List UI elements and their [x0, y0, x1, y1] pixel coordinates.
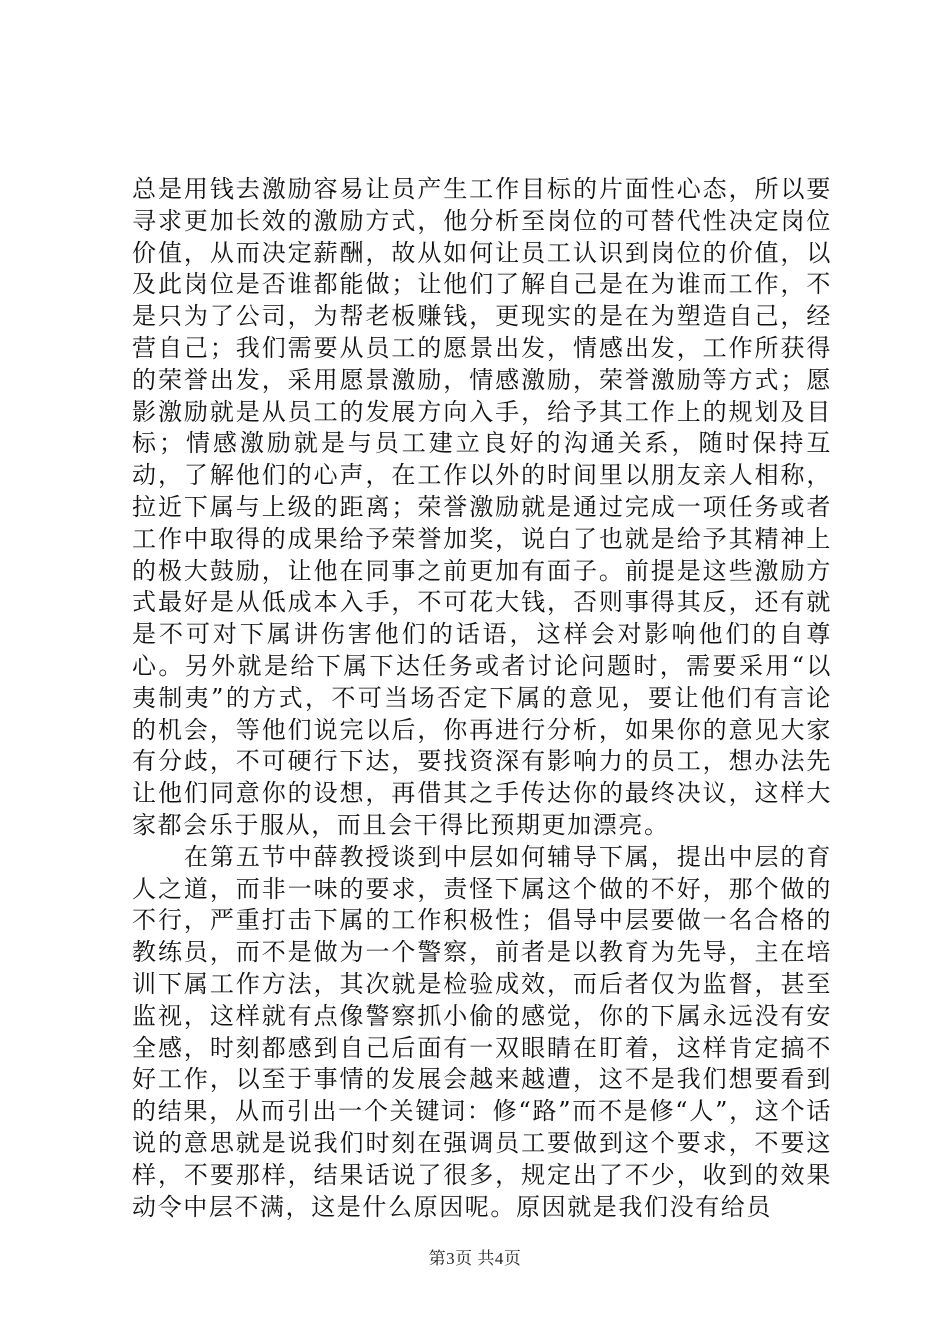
page-footer: 第3页 共4页	[428, 1249, 522, 1268]
paragraph-2: 在第五节中薛教授谈到中层如何辅导下属，提出中层的育人之道，而非一味的要求，责怪下属这个做的不好，那个做的不行，严重打击下属的工作积极性；倡导中层要做一名合格的教练员，而不是做为一个警察，前者是以教育为先导，主在培训下属工作方法，其次就是检验成效，而后者仅为监督，甚至监视，这样就有点像警察抓小偷的感觉，你的下属永远没有安全感，时刻都感到自己后面有一双眼睛在盯着，这样肯定搞不好工作，以至于事情的发展会越来越遭，这不是我们想要看到的结果，从而引出一个关键词：修“路”而不是修“人”，这个话说的意思就是说我们时刻在强调员工要做到这个要求，不要这样，不要那样，结果话说了很多，规定出了不少，收到的效果动令中层不满，这是什么原因呢。原因就是我们没有给员	[132, 842, 832, 1221]
paragraph-1: 总是用钱去激励容易让员产生工作目标的片面性心态，所以要寻求更加长效的激励方式，他分析至岗位的可替代性决定岗位价值，从而决定薪酬，故从如何让员工认识到岗位的价值，以及此岗位是否谁都能做；让他们了解自己是在为谁而工作，不是只为了公司，为帮老板赚钱，更现实的是在为塑造自己，经营自己；我们需要从员工的愿景出发，情感出发，工作所获得的荣誉出发，采用愿景激励，情感激励，荣誉激励等方式；愿影激励就是从员工的发展方向入手，给予其工作上的规划及目标；情感激励就是与员工建立良好的沟通关系，随时保持互动，了解他们的心声，在工作以外的时间里以朋友亲人相称，拉近下属与上级的距离；荣誉激励就是通过完成一项任务或者工作中取得的成果给予荣誉加奖，说白了也就是给予其精神上的极大鼓励，让他在同事之前更加有面子。前提是这些激励方式最好是从低成本入手，不可花大钱，否则事得其反，还有就是不可对下属讲伤害他们的话语，这样会对影响他们的自尊心。另外就是给下属下达任务或者讨论问题时，需要采用“以夷制夷”的方式，不可当场否定下属的意见，要让他们有言论的机会，等他们说完以后，你再进行分析，如果你的意见大家有分歧，不可硬行下达，要找资深有影响力的员工，想办法先让他们同意你的设想，再借其之手传达你的最终决议，这样大家都会乐于服从，而且会干得比预期更加漂亮。	[132, 175, 832, 839]
document-body	[132, 174, 832, 1223]
